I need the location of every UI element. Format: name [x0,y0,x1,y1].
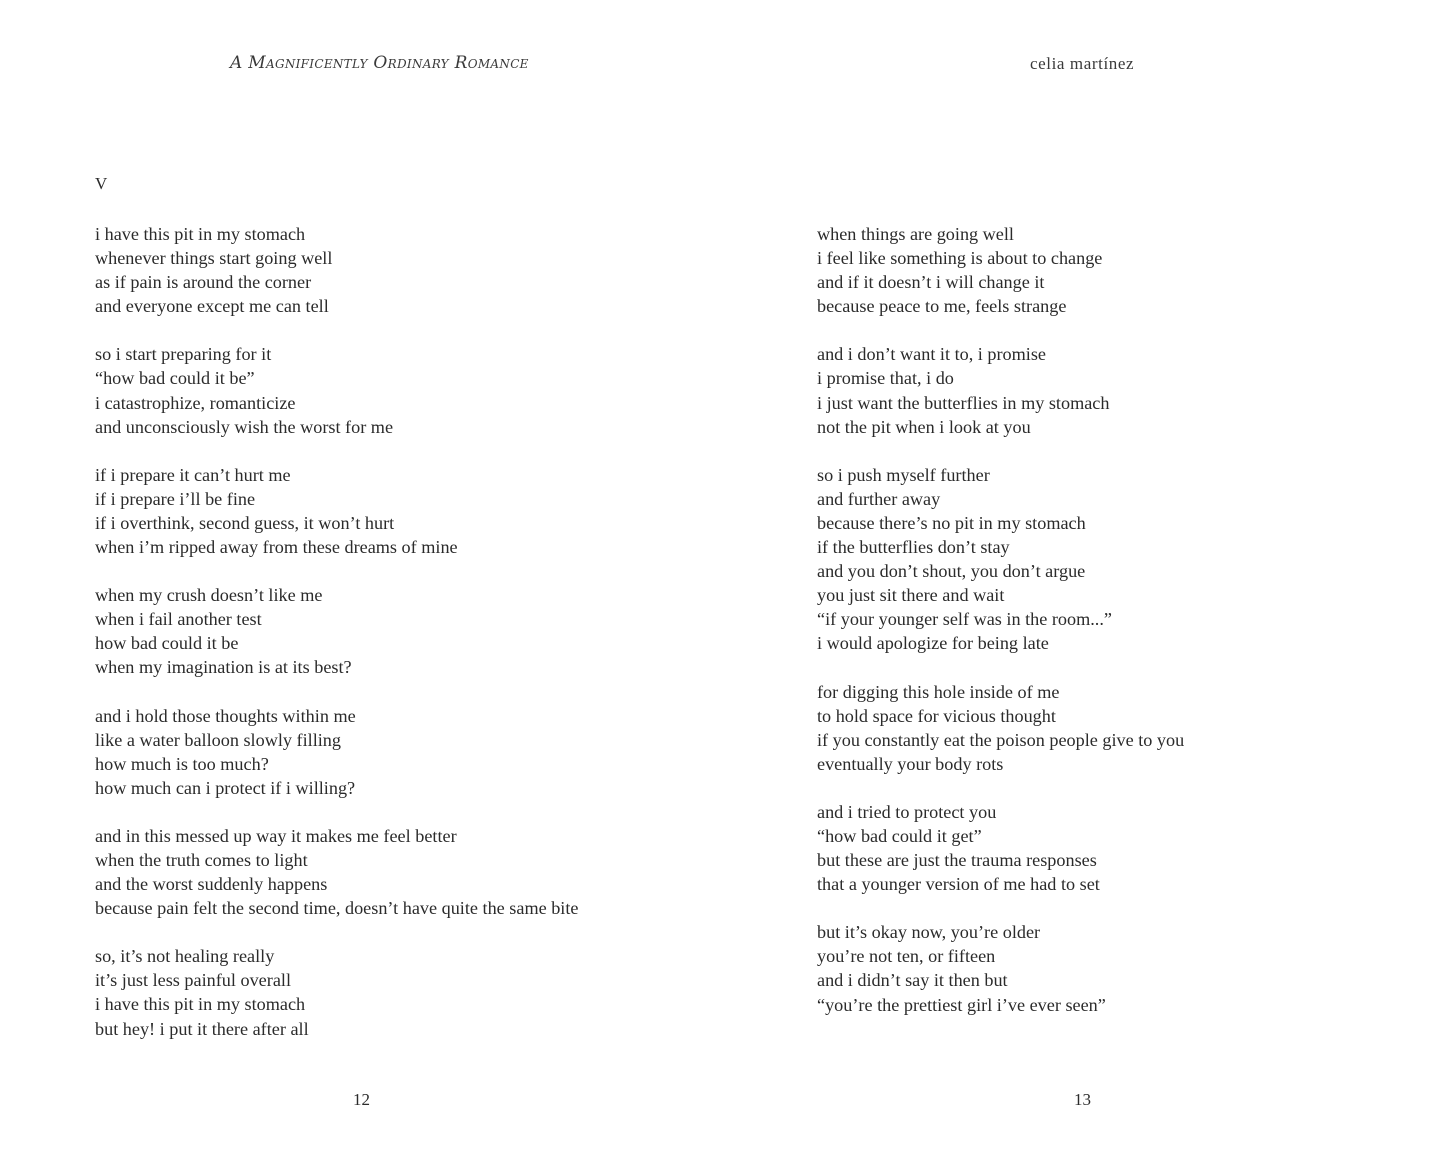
left-page [0,0,722,1156]
stanza [95,704,579,800]
stanza [817,800,1184,896]
poem-line: so i push myself further [817,464,990,485]
poem-line: you’re not ten, or fifteen [817,946,996,967]
poem-line: “if your younger self was in the room...” [817,609,1112,630]
poem-line: like a water balloon slowly filling [95,729,341,750]
poem-line: if the butterflies don’t stay [817,537,1010,558]
poem-line: that a younger version of me had to set [817,874,1100,895]
stanza [95,824,579,920]
stanza [95,342,579,438]
poem-line: i have this pit in my stomach [95,994,306,1015]
poem-line: so, it’s not healing really [95,946,275,967]
poem-line: how much can i protect if i willing? [95,777,356,798]
stanza [817,920,1184,1016]
stanza [95,944,579,1040]
poem-line: when i’m ripped away from these dreams of mine [95,537,458,558]
poem-line: and you don’t shout, you don’t argue [817,561,1086,582]
poem-line: but hey! i put it there after all [95,1018,309,1039]
poem-line: it’s just less painful overall [95,970,291,991]
poem-line: you just sit there and wait [817,585,1005,606]
poem-line: if you constantly eat the poison people give to you [817,729,1185,750]
poem-line: if i prepare it can’t hurt me [95,464,291,485]
poem-line: i feel like something is about to change [817,248,1103,269]
stanza [817,342,1184,438]
page-number: 12 [353,1090,370,1109]
poem-line: “how bad could it get” [817,825,982,846]
poem-line: and everyone except me can tell [95,296,329,317]
poem-line: not the pit when i look at you [817,416,1031,437]
poem-line: and if it doesn’t i will change it [817,272,1045,293]
poem-line: when things are going well [817,224,1014,244]
poem-line: how much is too much? [95,753,269,774]
stanza [817,680,1184,776]
poem-line: i catastrophize, romanticize [95,392,296,413]
poem-line: and in this messed up way it makes me feel better [95,825,457,846]
poem-line: because peace to me, feels strange [817,296,1067,317]
poem-line: and further away [817,488,941,509]
stanza [817,222,1184,318]
poem-line: if i overthink, second guess, it won’t hurt [95,512,395,533]
poem-line: and i tried to protect you [817,801,997,822]
poem-line: “how bad could it be” [95,368,255,389]
poem-body-left [95,222,579,1065]
poem-line: for digging this hole inside of me [817,681,1060,702]
stanza [95,463,579,559]
poem-line: to hold space for vicious thought [817,705,1056,726]
poem-line: whenever things start going well [95,248,333,269]
poem-line: how bad could it be [95,633,239,654]
poem-line: because pain felt the second time, doesn’t have quite the same bite [95,898,579,919]
poem-line: and the worst suddenly happens [95,874,328,895]
stanza [95,583,579,679]
page-number: 13 [1074,1090,1091,1109]
poem-line: when my imagination is at its best? [95,657,352,678]
poem-line: because there’s no pit in my stomach [817,512,1086,533]
poem-line: if i prepare i’ll be fine [95,488,256,509]
poem-line: eventually your body rots [817,753,1004,774]
right-page [722,0,1445,1156]
running-head-author: celia martínez [1030,54,1135,73]
poem-line: as if pain is around the corner [95,272,312,293]
poem-line: and i didn’t say it then but [817,970,1008,991]
stanza [95,222,579,318]
poem-line: but it’s okay now, you’re older [817,922,1041,943]
poem-line: when i fail another test [95,609,262,630]
stanza [817,463,1184,656]
poem-line: i have this pit in my stomach [95,224,306,244]
section-numeral: V [95,174,108,193]
poem-line: so i start preparing for it [95,344,272,365]
poem-line: and i hold those thoughts within me [95,705,356,726]
poem-line: and unconsciously wish the worst for me [95,416,394,437]
poem-line: i would apologize for being late [817,633,1049,654]
poem-line: and i don’t want it to, i promise [817,344,1047,365]
poem-line: when my crush doesn’t like me [95,585,323,606]
running-head-book-title: A Magnificently Ordinary Romance [230,53,529,73]
poem-body-right [817,222,1184,1041]
poem-line: i just want the butterflies in my stomach [817,392,1110,413]
poem-line: i promise that, i do [817,368,954,389]
poem-line: but these are just the trauma responses [817,850,1097,871]
poem-line: “you’re the prettiest girl i’ve ever seen” [817,994,1106,1015]
poem-line: when the truth comes to light [95,849,308,870]
